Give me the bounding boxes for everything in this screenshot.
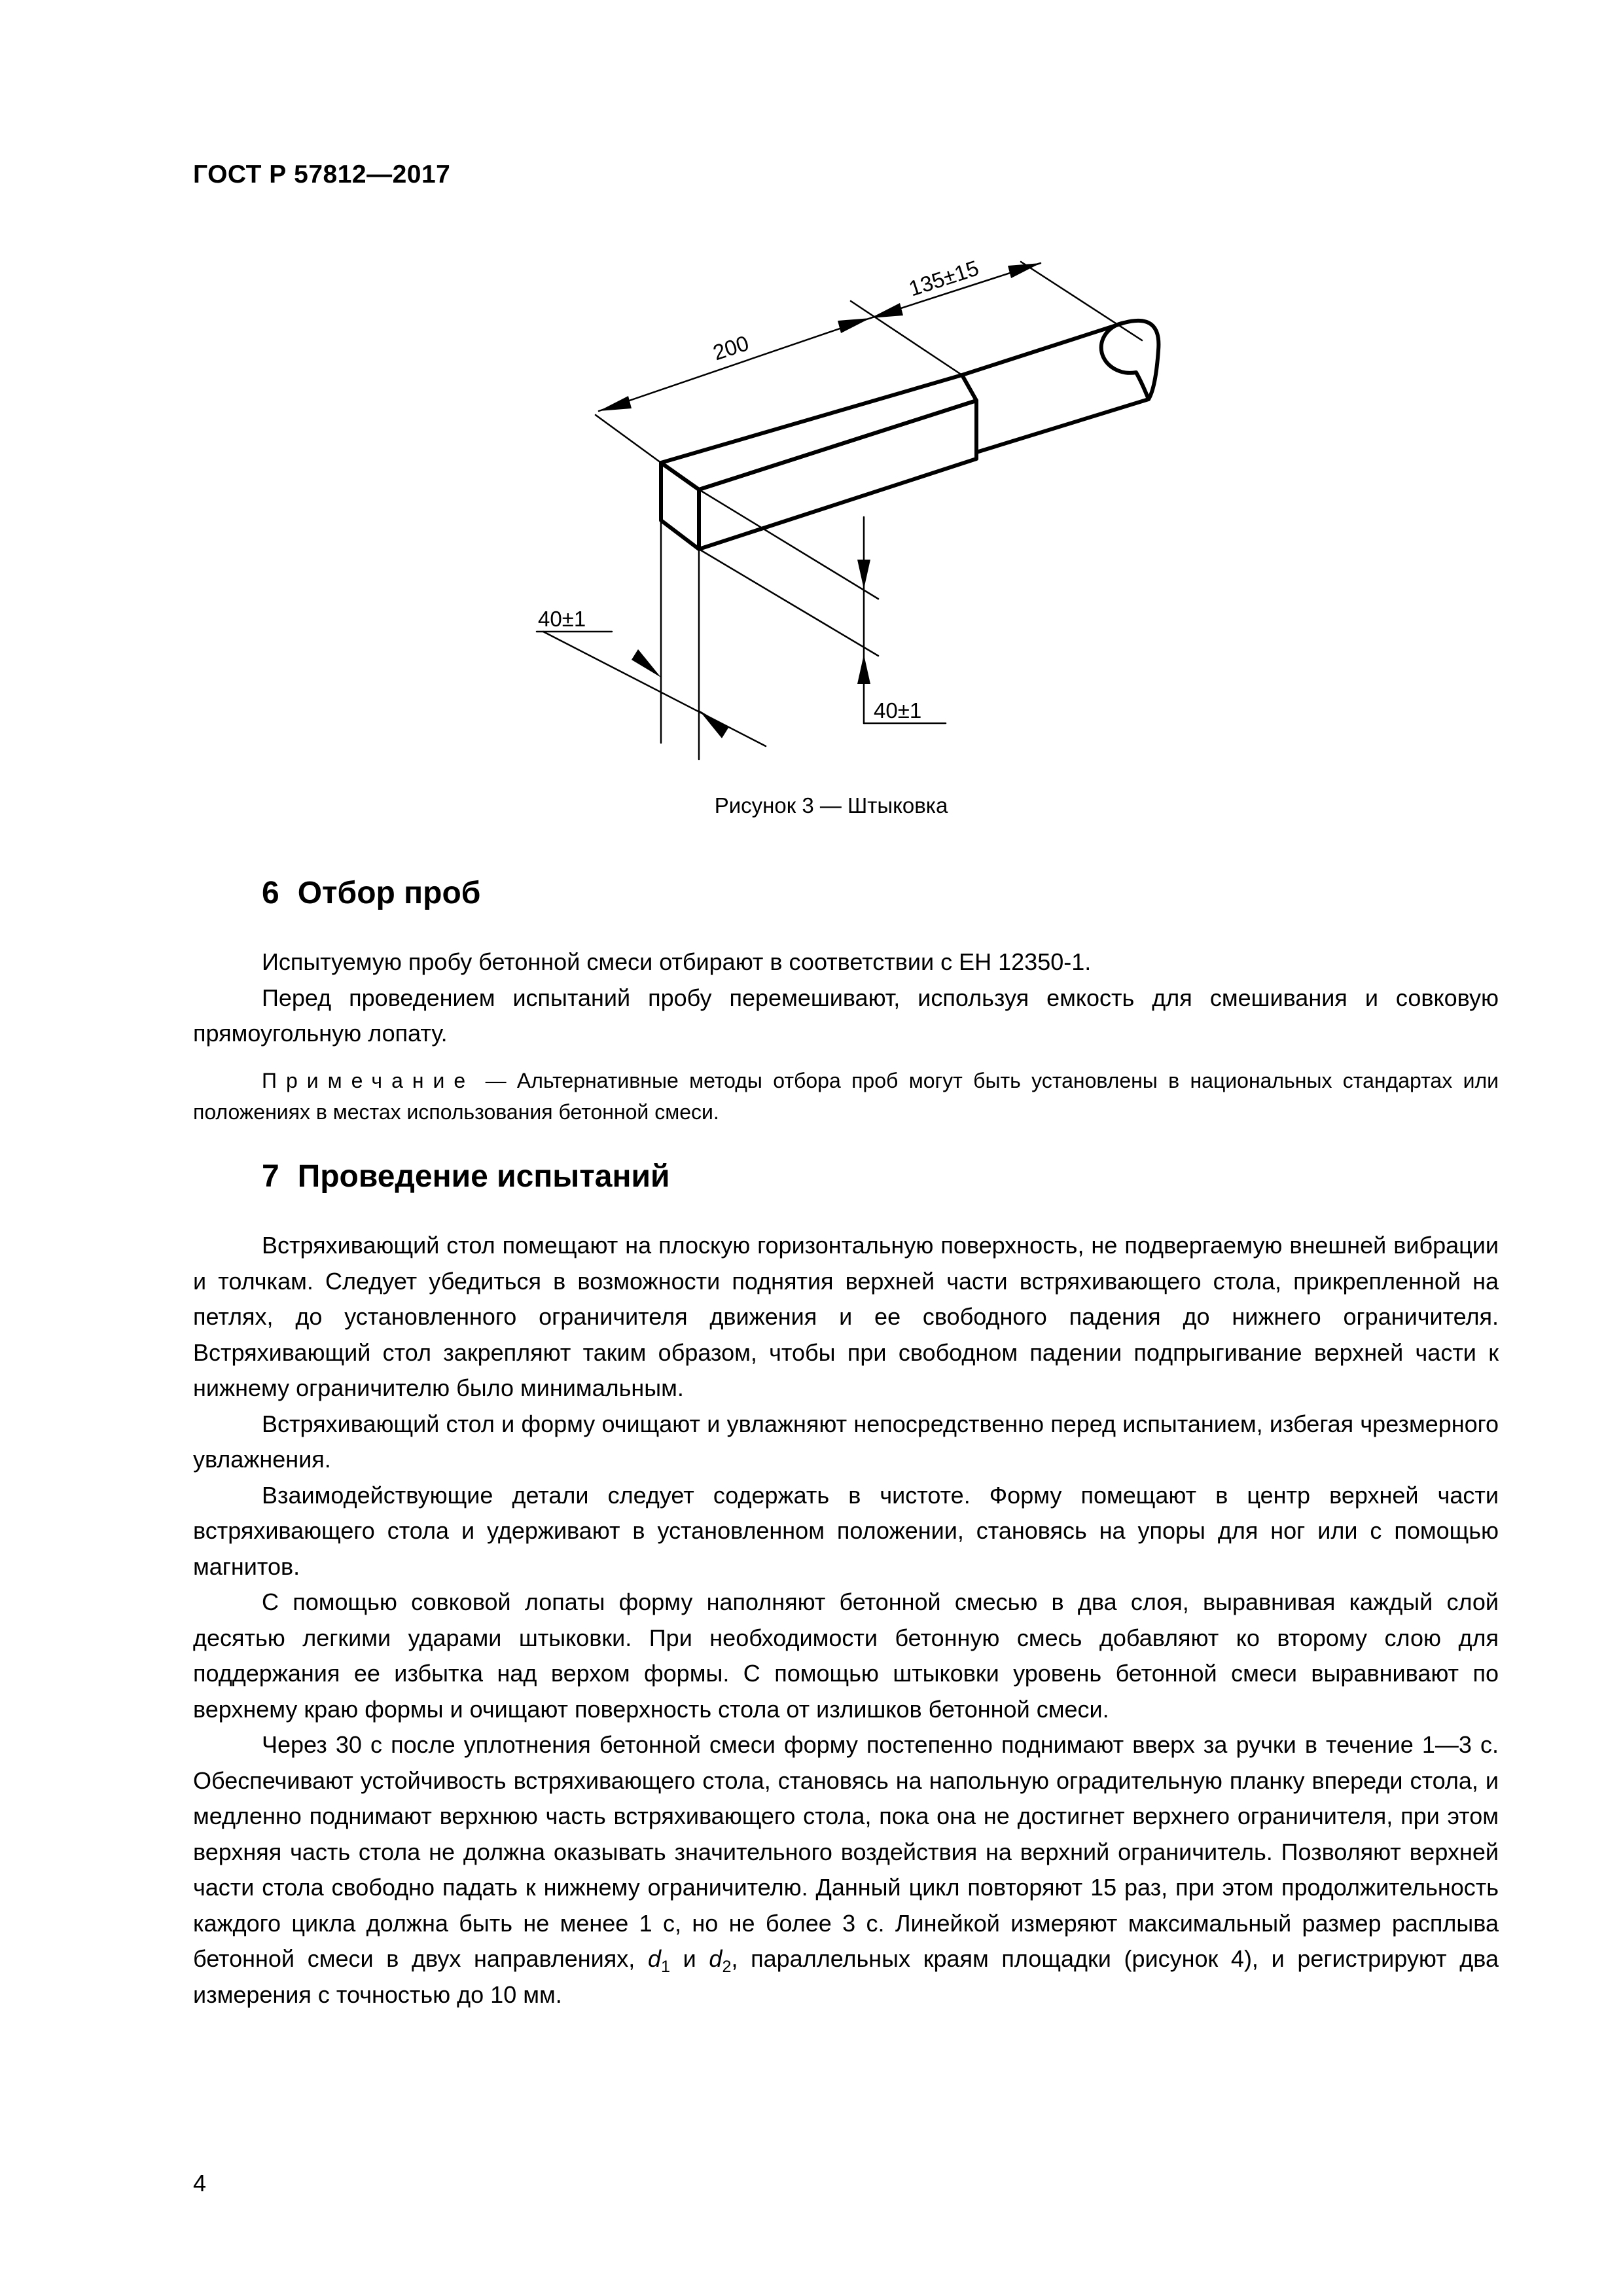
figure-caption: Рисунок 3 — Штыковка <box>714 793 948 817</box>
note-label: Примечание <box>262 1069 475 1092</box>
section-7-title: Проведение испытаний <box>297 1159 670 1194</box>
section-7-paragraph: С помощью совковой лопаты форму наполняют бетонной смесью в два слоя, выравнивая каждый слой десятью легкими ударами штыковки. При необходимости бетонную смесь добавляют ко второму слою для поддержания ее избытка над верхом формы. С помощью штыковки уровень бетонной смеси выравнивают по верхнему краю формы и очищают поверхность стола от излишков бетонной смеси. <box>193 1588 1499 1723</box>
variable-d2: d <box>709 1945 722 1972</box>
section-7-number: 7 <box>262 1159 279 1194</box>
ext-line-135-right <box>1021 262 1142 340</box>
subscript-1: 1 <box>660 1958 670 1977</box>
dim-label-height: 40±1 <box>874 698 922 723</box>
section-6-number: 6 <box>262 876 279 910</box>
note-text: — Альтернативные методы отбора проб могут быть установлены в национальных стандартах или положениях в местах использования бетонной смеси. <box>193 1069 1499 1124</box>
tamping-rod-drawing <box>0 0 1623 785</box>
section-7-paragraph: Встряхивающий стол помещают на плоскую горизонтальную поверхность, не подвергаемую внешней вибрации и толчкам. Следует убедиться в возможности поднятия верхней части встряхивающего стола, прикрепленной на петлях, до установленного ограничителя движения и ее свободного падения до нижнего ограничителя. Встряхивающий стол закрепляют таким образом, чтобы при свободном падении подпрыгивание верхней части к нижнему ограничителю было минимальным. <box>193 1232 1499 1401</box>
ext-line-height-top <box>699 490 878 599</box>
section-7-body <box>193 1228 1499 2013</box>
arrow-width-1 <box>632 649 661 677</box>
rod-head-front <box>661 463 699 549</box>
arrow-height-bottom <box>857 655 870 684</box>
section-6-heading <box>262 875 480 911</box>
ext-line-200-right <box>851 301 962 375</box>
dim-label-width: 40±1 <box>538 607 586 631</box>
section-7-paragraph-last <box>193 1727 1499 2013</box>
section-6-paragraph: Испытуемую пробу бетонной смеси отбирают в соответствии с ЕН 12350-1. <box>262 948 1092 975</box>
arrow-200-left <box>599 396 632 411</box>
section-7-paragraph: Встряхивающий стол и форму очищают и увлажняют непосредственно перед испытанием, избегая чрезмерного увлажнения. <box>193 1410 1499 1473</box>
dim-label-200: 200 <box>709 331 752 365</box>
paragraph-text: Через 30 с после уплотнения бетонной смеси форму постепенно поднимают вверх за ручки в течение 1—3 с. Обеспечивают устойчивость встряхивающего стола, становясь на напольную оградительную планку впереди стола, и медленно поднимают верхнюю часть встряхивающего стола, пока она не достигнет верхнего ограничителя, при этом верхняя часть стола не должна оказывать значительного воздействия на верхний ограничитель. Позволяют верхней части стола свободно падать к нижнему ограничителю. Данный цикл повторяют 15 раз, при этом продолжительность каждого цикла должна быть не менее 1 с, но не более 3 с. Линейкой измеряют максимальный размер расплыва бетонной смеси в двух направлениях, <box>193 1731 1499 1972</box>
section-6-body <box>193 944 1499 1052</box>
arrow-200-right <box>838 318 870 333</box>
ext-line-200-left <box>596 415 661 463</box>
section-6-paragraph: Перед проведением испытаний пробу перемешивают, используя емкость для смешивания и совковую прямоугольную лопату. <box>193 984 1499 1047</box>
section-6-note <box>193 1065 1499 1128</box>
dim-line-200 <box>599 318 870 411</box>
section-7-heading <box>262 1158 670 1194</box>
arrow-height-top <box>857 560 870 589</box>
page-number: 4 <box>193 2170 207 2197</box>
document-code: ГОСТ Р 57812—2017 <box>193 160 451 188</box>
ext-line-height-bottom <box>699 549 878 656</box>
variable-d1: d <box>647 1945 661 1972</box>
rod-head-side <box>699 401 976 549</box>
rod-handle <box>962 323 1149 452</box>
subscript-2: 2 <box>722 1958 732 1977</box>
arrow-135-left <box>870 303 903 318</box>
section-7-paragraph: Взаимодействующие детали следует содержать в чистоте. Форму помещают в центр верхней части встряхивающего стола и удерживают в установленном положении, становясь на упоры для ног или с помощью магнитов. <box>193 1481 1499 1580</box>
conjunction: и <box>669 1945 709 1972</box>
dim-leader-width <box>543 632 766 746</box>
dim-label-135: 135±15 <box>906 255 982 301</box>
section-6-title: Отбор проб <box>297 876 481 910</box>
paragraph-text: , параллельных краям площадки (рисунок 4), и регистрируют два измерения с точностью до 10 мм. <box>193 1945 1499 2008</box>
